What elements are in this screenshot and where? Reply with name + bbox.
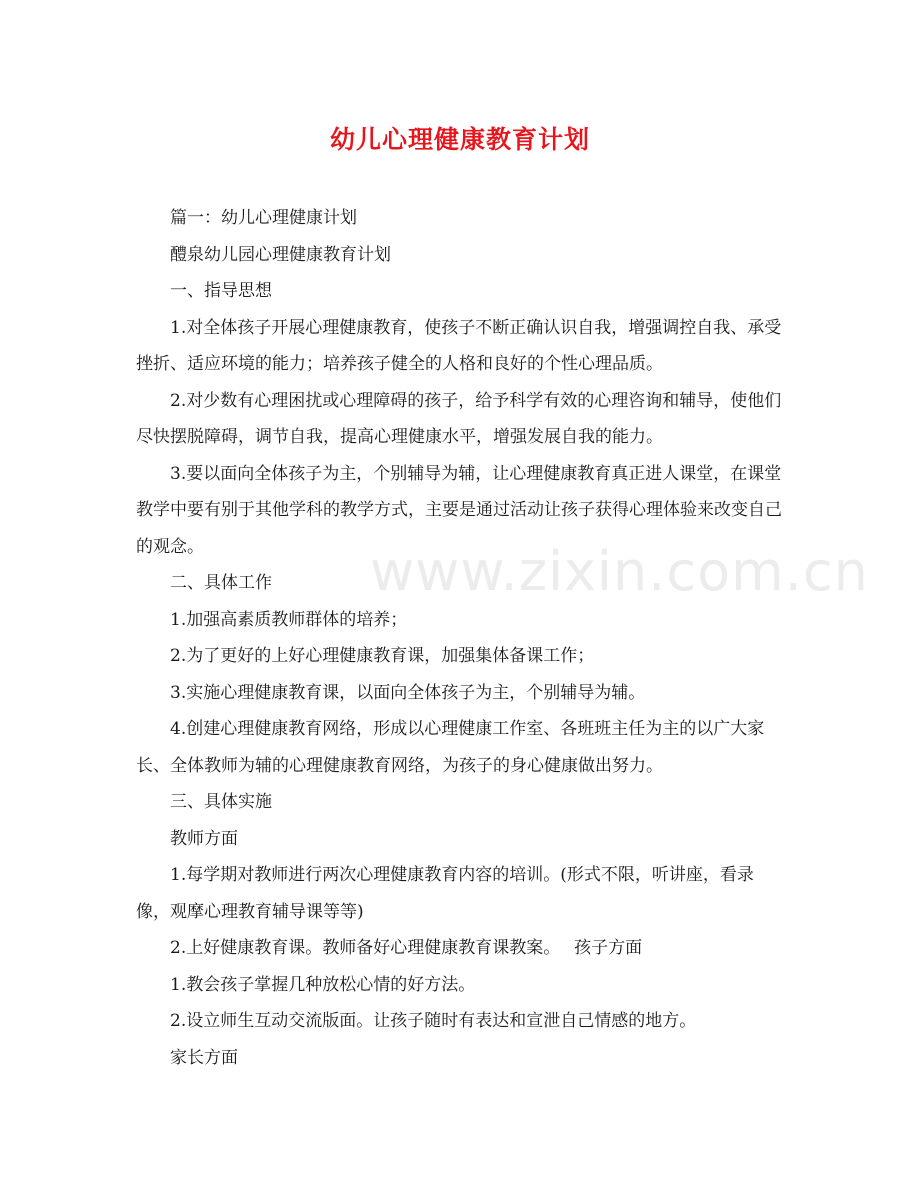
paragraph-ideology-3: 3.要以面向全体孩子为主，个别辅导为辅，让心理健康教育真正进人课堂，在课堂教学中要有别于其他学科的教学方式，主要是通过活动让孩子获得心理体验来改变自己的观念。 [136,463,782,557]
paragraph-children-2: 2.设立师生互动交流版面。让孩子随时有表达和宣泄自己情感的地方。 [170,1011,697,1031]
paragraph-teachers-2: 2.上好健康教育课。教师备好心理健康教育课教案。 孩子方面 [170,938,643,958]
heading-guiding-ideology: 一、指导思想 [170,281,272,301]
paragraph-ideology-2: 2.对少数有心理困扰或心理障碍的孩子，给予科学有效的心理咨询和辅导，使他们尽快摆脱障碍，调节自我，提高心理健康水平，增强发展自我的能力。 [136,390,782,447]
paragraph-work-4: 4.创建心理健康教育网络，形成以心理健康工作室、各班班主任为主的以广大家长、全体教师为辅的心理健康教育网络，为孩子的身心健康做出努力。 [136,719,765,776]
paragraph-work-2: 2.为了更好的上好心理健康教育课，加强集体备课工作； [170,646,595,666]
paragraph-teachers-1: 1.每学期对教师进行两次心理健康教育内容的培训。(形式不限，听讲座，看录像，观摩心理教育辅导课等等) [136,865,754,922]
paragraph-section-heading: 篇一：幼儿心理健康计划 [170,208,357,228]
subheading-teachers: 教师方面 [170,828,238,849]
paragraph-work-3: 3.实施心理健康教育课，以面向全体孩子为主，个别辅导为辅。 [170,682,646,703]
paragraph-children-1: 1.教会孩子掌握几种放松心情的好方法。 [170,974,476,995]
heading-specific-work: 二、具体工作 [170,573,272,593]
paragraph-work-1: 1.加强高素质教师群体的培养； [170,609,408,630]
paragraph-plan-name: 醴泉幼儿园心理健康教育计划 [170,244,391,265]
heading-implementation: 三、具体实施 [170,792,272,812]
document-title: 幼儿心理健康教育计划 [329,125,590,154]
paragraph-ideology-1: 1.对全体孩子开展心理健康教育，使孩子不断正确认识自我，增强调控自我、承受挫折、适应环境的能力；培养孩子健全的人格和良好的个性心理品质。 [136,317,782,374]
document-body [136,200,786,1076]
subheading-parents: 家长方面 [170,1047,238,1068]
watermark-text: www.zixin.com.cn [370,540,869,603]
